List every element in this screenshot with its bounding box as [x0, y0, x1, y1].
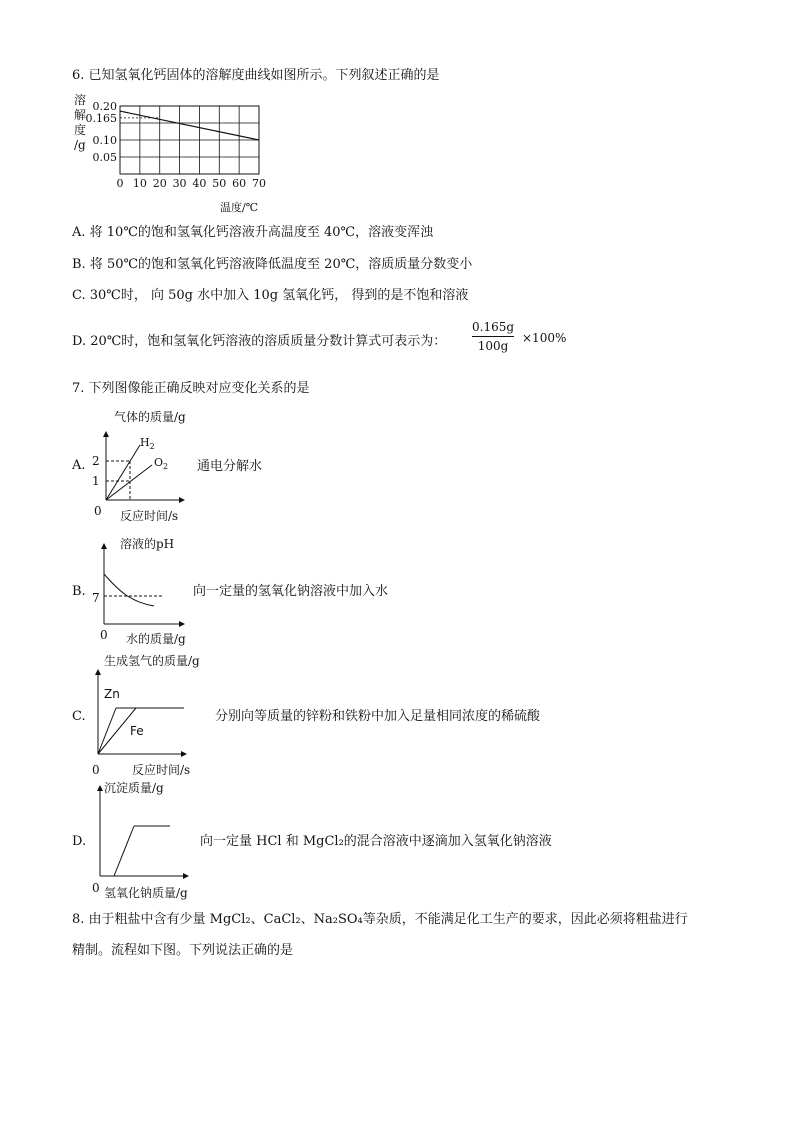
chart-solubility-line [120, 111, 259, 140]
q7-a-h2-label: $H_2$ [140, 436, 155, 451]
chart-y-tick: 0.10 [92, 134, 117, 147]
q7-c-letter: C. [72, 709, 86, 724]
q7-c-xlabel: 反应时间/s [132, 763, 191, 777]
q7-d-origin: 0 [92, 881, 100, 895]
q7-b-xlabel: 水的质量/g [126, 632, 186, 646]
q7-c-zn-label: Zn [104, 687, 120, 701]
q7-d-rise [114, 826, 134, 876]
q7-b-desc: 向一定量的氢氧化钠溶液中加入水 [193, 584, 389, 599]
q7-b-origin: 0 [100, 628, 108, 642]
q7-c-fe-label: Fe [130, 724, 144, 738]
q7-c-origin: 0 [92, 763, 100, 777]
q7-d-desc: 向一定量 HCl 和 MgCl₂的混合溶液中逐滴加入氢氧化钠溶液 [200, 834, 552, 849]
q7-a-graph [90, 408, 210, 538]
q7-d-xlabel: 氢氧化钠质量/g [104, 886, 188, 900]
q7-c-desc: 分别向等质量的锌粉和铁粉中加入足量相同浓度的稀硫酸 [215, 709, 541, 724]
q7-a-o2-line [106, 465, 152, 500]
solubility-chart [70, 92, 270, 212]
chart-y-tick: 0.20 [92, 100, 117, 113]
q7-a-origin: 0 [94, 504, 102, 518]
q6-formula-denominator: 100g [477, 339, 509, 353]
q7-a-h2-line [106, 445, 140, 500]
q7-a-ylabel: 气体的质量/g [114, 410, 186, 424]
q7-stem: 7. 下列图像能正确反映对应变化关系的是 [72, 381, 310, 396]
q7-a-letter: A. [72, 458, 86, 473]
q7-b-y-tick-7: 7 [92, 591, 100, 605]
q7-a-y-tick-1: 1 [92, 474, 100, 488]
chart-series [120, 111, 259, 140]
chart-x-tick: 50 [212, 177, 227, 190]
chart-ylabel-char-2: 解 [74, 108, 87, 122]
chart-x-tick: 10 [132, 177, 147, 190]
q6-option-b: B. 将 50℃的饱和氢氧化钙溶液降低温度至 20℃，溶质质量分数变小 [72, 257, 473, 272]
chart-ylabel [74, 92, 86, 152]
q6-formula-numerator: 0.165g [472, 320, 515, 334]
q8-line-1: 8. 由于粗盐中含有少量 MgCl₂、CaCl₂、Na₂SO₄等杂质，不能满足化工生产的要求，因此必须将粗盐进行 [72, 912, 688, 927]
chart-x-tick: 40 [192, 177, 207, 190]
q7-c-zn-rise [98, 708, 116, 754]
q6-formula-bar [472, 336, 514, 337]
chart-xlabel: 温度/℃ [220, 201, 259, 214]
q7-b-ph-curve [104, 574, 154, 606]
q7-d-letter: D. [72, 834, 87, 849]
q7-a-desc: 通电分解水 [197, 459, 263, 474]
q7-b-ylabel: 溶液的pH [120, 537, 175, 551]
chart-y-ticks [86, 100, 118, 164]
q6-option-a: A. 将 10℃的饱和氢氧化钙溶液升高温度至 40℃，溶液变浑浊 [72, 225, 434, 240]
q7-a-xlabel: 反应时间/s [120, 509, 179, 523]
q6-option-c: C. 30℃时， 向 50g 水中加入 10g 氢氧化钙， 得到的是不饱和溶液 [72, 288, 469, 303]
q7-a-y-tick-2: 2 [92, 454, 100, 468]
chart-x-tick: 20 [152, 177, 167, 190]
chart-ylabel-char-1: 溶 [74, 93, 87, 107]
q6-option-d: D. 20℃时，饱和氢氧化钙溶液的溶质质量分数计算式可表示为： [72, 334, 447, 349]
q7-d-ylabel: 沉淀质量/g [104, 781, 164, 795]
q7-a-o2-label: $O_2$ [154, 456, 169, 471]
q7-b-letter: B. [72, 584, 86, 599]
q6-stem: 6. 已知氢氧化钙固体的溶解度曲线如图所示。下列叙述正确的是 [72, 68, 440, 83]
chart-grid [120, 106, 259, 174]
chart-ylabel-char-3: 度 [74, 123, 87, 137]
chart-x-tick: 60 [232, 177, 247, 190]
q7-c-ylabel: 生成氢气的质量/g [104, 654, 200, 668]
chart-y-tick: 0.165 [85, 111, 117, 125]
chart-x-tick: 70 [252, 177, 266, 190]
chart-x-tick: 0 [116, 177, 124, 190]
chart-x-ticks [117, 177, 267, 190]
chart-y-tick: 0.05 [92, 151, 117, 164]
q8-line-2: 精制。流程如下图。下列说法正确的是 [72, 943, 294, 958]
q6-formula-suffix: ×100% [522, 331, 567, 345]
q7-b-graph [90, 536, 210, 646]
q6-formula-fraction [472, 320, 514, 353]
chart-ylabel-char-4: /g [74, 138, 86, 152]
chart-x-tick: 30 [172, 177, 187, 190]
